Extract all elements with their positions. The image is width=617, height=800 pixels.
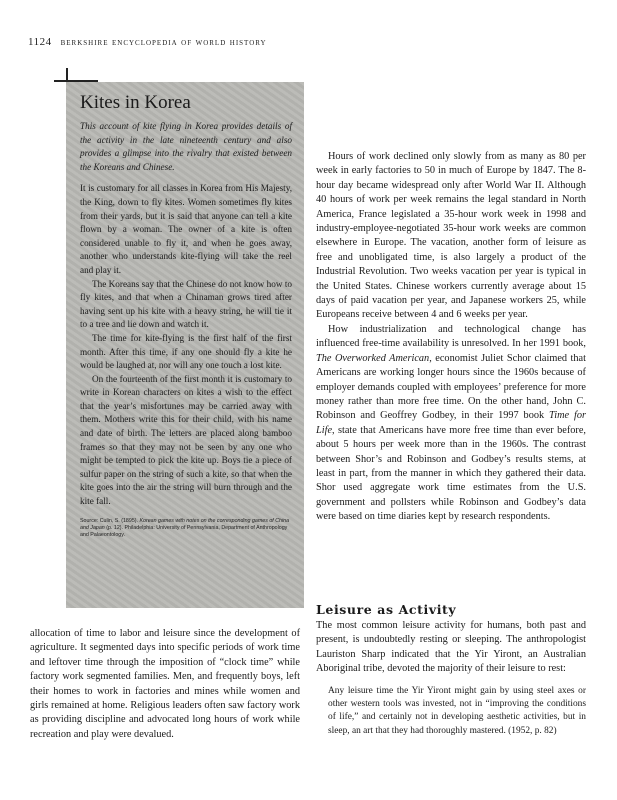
sidebar-title: Kites in Korea xyxy=(80,92,191,113)
book-title-overworked-american: The Overworked American xyxy=(316,352,430,364)
right-paragraph-industrialization xyxy=(316,323,586,525)
sidebar-source-citation xyxy=(80,518,292,540)
page-number: 1124 xyxy=(28,36,52,48)
left-column xyxy=(30,627,300,742)
text-run: , state that Americans have more free time than ever before, about 5 hours per week more than in the 1960s. The contrast between Shor’s and Robinson and Godbey’s results stems, at least in part, from the manner in which they gathered their data. Shor used aggregate work time estimates from the U.S. government and pollsters while Robinson and Godbey’s data were based on time diaries kept by research respondents. xyxy=(316,424,586,523)
source-suffix: (p. 12). Philadelphia: University of Pennsylvania, Department of Anthropology and Palaeontology. xyxy=(80,525,288,539)
book-title: berkshire encyclopedia of world history xyxy=(60,37,267,48)
right-column xyxy=(316,150,586,525)
text-run: How industrialization and technological change has influenced free-time availability is unresolved. In her 1991 book, xyxy=(316,323,586,350)
text-run: , economist Juliet Schor claimed that Americans are working longer hours since the 1960s because of employer demands coupled with employees’ preference for more money rather than more free time. On the other hand, John C. Robinson and Geoffrey Godbey, in their 1997 book xyxy=(316,352,586,422)
source-prefix: Source: Culin, S. (1895). xyxy=(80,517,140,524)
sidebar-paragraph: On the fourteenth of the first month it is customary to write in Korean characters on kites a wish to the effect that the year’s misfortunes may be carried away with them. Mothers write this for their child, with his name and date of birth. The letters are placed along bamboo frames so that they may not be seen by any one who might be tempted to pick the kite up. Boys tie a piece of sulfur paper on the string of such a kite, so that when the kite goes into the air the string will burn through and the kite fall. xyxy=(80,373,292,507)
right-paragraph-hours: Hours of work declined only slowly from as many as 80 per week in early factories to 50 in much of Europe by 1847. The 8-hour day became widespread only after World War II. Although 40 hours of work per week remains the legal standard in North America, France legislated a 35-hour work week in 1998 and industry-employee-negotiated 35-hour work weeks are common elsewhere in Europe. The vacation, another form of leisure as free and unobligated time, is also largely a product of the Industrial Revolution. Two weeks vacation per year is typical in the United States. Chinese workers currently average about 15 days of paid vacation per year, and Japanese workers 25, while Europeans receive between 4 and 6 weeks per year. xyxy=(316,151,586,321)
sidebar-intro: This account of kite flying in Korea provides details of the activity in the late nineteenth century and also provides a glimpse into the rivalry that existed between the Koreans and Chinese. xyxy=(80,121,292,172)
sidebar-paragraph: The time for kite-flying is the first half of the first month. After this time, if any one should fly a kite he would be laughed at, nor will any one touch a lost kite. xyxy=(80,332,292,371)
sidebar-box xyxy=(66,82,304,608)
left-column-paragraph: allocation of time to labor and leisure since the development of agriculture. It segmented days into specific periods of work time and leftover time through the imposition of “clock time” while factory work segmented families. Men, and frequently boys, left their homes to work in factories and mines while women and girls remained at home. Religious leaders often saw factory work as providing discipline and advocated long hours of work while recreation and play were devalued. xyxy=(30,628,300,740)
block-quote: Any leisure time the Yir Yiront might gain by using steel axes or other western tools was invested, not in “improving the conditions of life,” and certainly not in developing aesthetic activities, but in sleep, an art that they had thoroughly mastered. (1952, p. 82) xyxy=(328,685,586,736)
book-title-time-for-life: Time for Life xyxy=(316,410,586,436)
source-title: Korean games with notes on the corresponding games of China and Japan xyxy=(80,517,290,532)
sidebar-paragraph: It is customary for all classes in Korea from His Majesty, the King, down to fly kites. Women sometimes fly kites from their yards, but it is said that anyone can tell a kite flown by a woman. The owner of a kite is often considered unable to fly it, and when he goes away, another who understands kite-flying will take the reel and play it. xyxy=(80,183,292,275)
section-body xyxy=(316,619,586,738)
running-head xyxy=(28,36,267,48)
sidebar-paragraph: The Koreans say that the Chinese do not know how to fly kites, and that when a Chinaman grows tired after having sent up his kite with a heavy string, he will tie it to a tree and lie down and watch it. xyxy=(80,278,292,330)
section-paragraph: The most common leisure activity for humans, both past and present, is undoubtedly resting or sleeping. The anthropologist Lauriston Sharp indicated that the Yir Yiront, an Australian Aboriginal tribe, devoted the majority of their leisure to rest: xyxy=(316,620,586,675)
section-heading: Leisure as Activity xyxy=(316,602,457,617)
